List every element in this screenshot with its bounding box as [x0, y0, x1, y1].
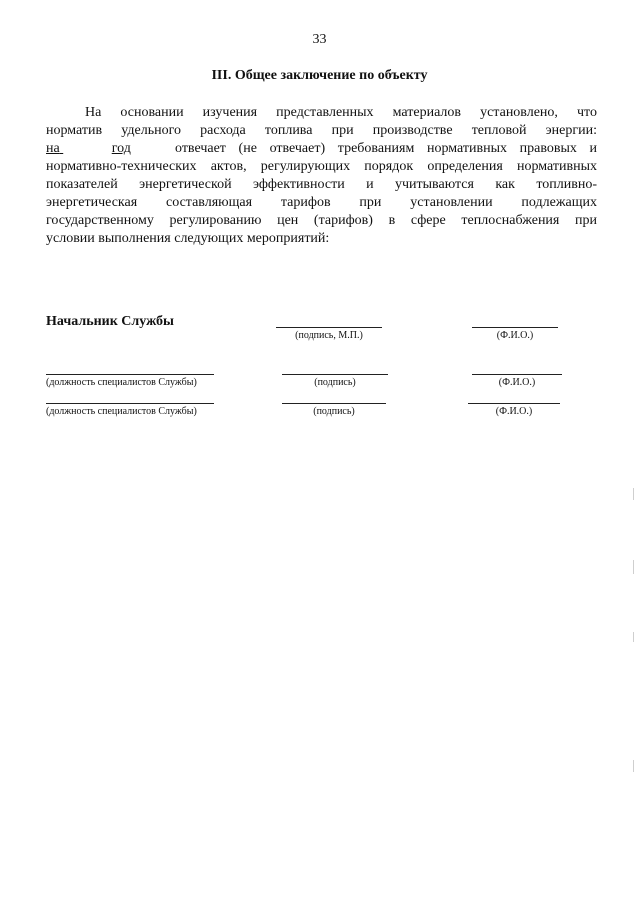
chief-name-line[interactable]: [472, 327, 558, 328]
year-prefix: на: [46, 141, 60, 156]
paragraph-line: государственному регулированию цен (тарифов) в сфере теплоснабжения при: [46, 213, 597, 228]
paragraph-line: На основании изучения представленных материалов установлено, что: [85, 105, 597, 120]
chief-name-caption: (Ф.И.О.): [496, 330, 534, 341]
scan-margin-mark: [633, 632, 634, 642]
chief-signature-line[interactable]: [276, 327, 382, 328]
specialist-position-line[interactable]: [46, 374, 214, 375]
chief-label: Начальник Службы: [46, 314, 174, 329]
year-blank-field[interactable]: [46, 140, 131, 158]
section-title: III. Общее заключение по объекту: [211, 68, 428, 83]
scan-margin-mark: [633, 760, 634, 772]
specialist-signature-line[interactable]: [282, 374, 388, 375]
specialist-position-line[interactable]: [46, 403, 214, 404]
specialist-signature-caption: (подпись): [313, 406, 355, 417]
specialist-name-line[interactable]: [468, 403, 560, 404]
chief-signature-caption: (подпись, М.П.): [295, 330, 363, 341]
specialist-name-caption: (Ф.И.О.): [498, 377, 536, 388]
scan-margin-mark: [633, 560, 634, 574]
paragraph-line: энергетическая составляющая тарифов при установлении подлежащих: [46, 195, 597, 210]
paragraph-line: нормативно-технических актов, регулирующих порядок определения нормативных: [46, 159, 597, 174]
paragraph-line: показателей энергетической эффективности и учитываются как топливно-: [46, 177, 597, 192]
year-word: год: [111, 141, 131, 156]
specialist-name-caption: (Ф.И.О.): [495, 406, 533, 417]
specialist-signature-caption: (подпись): [314, 377, 356, 388]
specialist-position-caption: (должность специалистов Службы): [46, 406, 197, 417]
specialist-position-caption: (должность специалистов Службы): [46, 377, 197, 388]
page-number: 33: [312, 32, 327, 47]
paragraph-line: отвечает (не отвечает) требованиям нормативных правовых и: [175, 141, 597, 156]
scan-margin-mark: [633, 488, 634, 500]
specialist-signature-line[interactable]: [282, 403, 386, 404]
paragraph-line: норматив удельного расхода топлива при производстве тепловой энергии:: [46, 123, 597, 138]
specialist-name-line[interactable]: [472, 374, 562, 375]
paragraph-line: условии выполнения следующих мероприятий:: [46, 231, 330, 246]
